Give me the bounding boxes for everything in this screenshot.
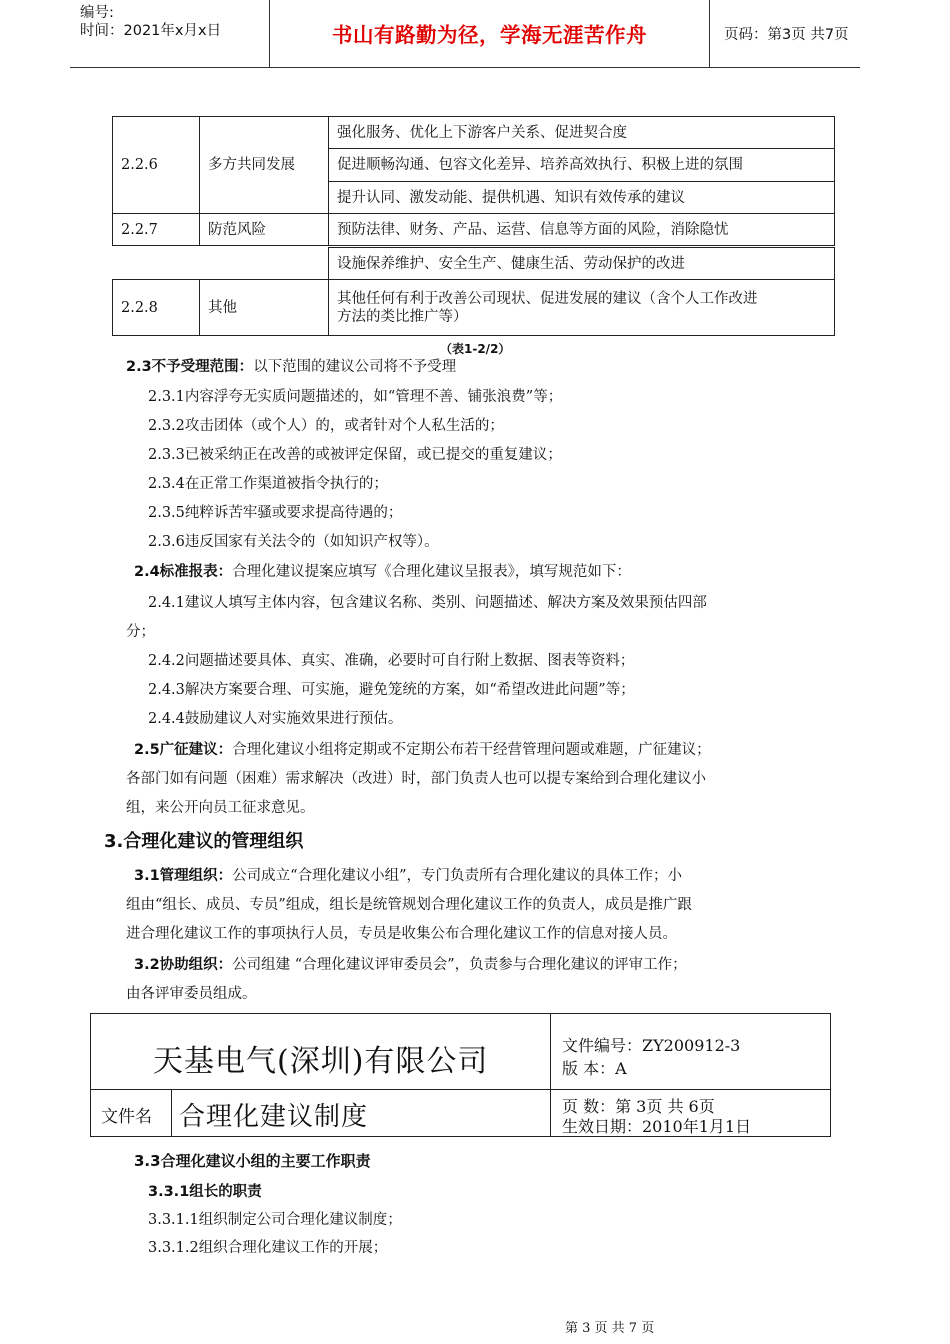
list-item: 分；: [126, 624, 155, 640]
list-item: 2.3.5纯粹诉苦牢骚或要求提高待遇的；: [148, 505, 403, 521]
list-item: 2.3.6违反国家有关法令的（如知识产权等）。: [148, 534, 439, 550]
table-cell-line: 其他任何有利于改善公司现状、促进发展的建议（含个人工作改进: [337, 290, 758, 307]
company-name: 天基电气(深圳)有限公司: [153, 1044, 489, 1079]
list-item: 2.3.4在正常工作渠道被指令执行的；: [148, 476, 388, 492]
file-name: 合理化建议制度: [179, 1102, 369, 1132]
list-item: 2.4.3解决方案要合理、可实施，避免笼统的方案，如“希望改进此问题”等；: [148, 682, 635, 698]
list-item: 2.4.1建议人填写主体内容，包含建议名称、类别、问题描述、解决方案及效果预估四部: [148, 595, 707, 611]
list-item: 2.4.4鼓励建议人对实施效果进行预估。: [148, 711, 403, 727]
table-caption: （表1-2/2）: [440, 342, 511, 356]
section-3-title: 3.合理化建议的管理组织: [104, 831, 304, 852]
section-text: 合理化建议小组将定期或不定期公布若干经营管理问题或难题，广征建议；: [232, 742, 711, 758]
section-title: 2.3不予受理范围：: [126, 359, 254, 375]
section-text: 公司成立“合理化建议小组”，专门负责所有合理化建议的具体工作；小: [232, 868, 683, 884]
table-cell-code: 2.2.7: [112, 213, 200, 246]
doc-effective-date: 生效日期：2010年1月1日: [562, 1117, 752, 1136]
file-name-label: 文件名: [101, 1107, 152, 1127]
paragraph-line: 各部门如有问题（困难）需求解决（改进）时，部门负责人也可以提专案给到合理化建议小: [126, 771, 706, 787]
header-number: 编号:: [80, 5, 114, 21]
section-3-3-1-title: 3.3.1组长的职责: [148, 1184, 262, 1200]
section-2-3-heading: [126, 357, 456, 377]
suggestion-category-table: [112, 116, 835, 336]
table-cell-item: [328, 279, 835, 336]
doc-pages: 页 数：第 3页 共 6页: [562, 1097, 715, 1116]
header-time: 时间：2021年x月x日: [80, 23, 222, 39]
doc-version: 版 本：A: [562, 1059, 627, 1078]
list-item: 2.3.1内容浮夸无实质问题描述的，如“管理不善、铺张浪费”等；: [148, 389, 563, 405]
section-title: 2.4标准报表：: [134, 564, 233, 580]
section-text: 合理化建议提案应填写《合理化建议呈报表》，填写规范如下：: [232, 564, 631, 580]
list-item: 3.3.1.2组织合理化建议工作的开展；: [148, 1240, 388, 1256]
paragraph-line: 组，来公开向员工征求意见。: [126, 800, 315, 816]
page-footer: 第 3 页 共 7 页: [565, 1321, 655, 1336]
table-cell-item: 提升认同、激发动能、提供机遇、知识有效传承的建议: [328, 181, 835, 214]
section-3-2-heading: [134, 955, 687, 975]
section-3-3-title: 3.3合理化建议小组的主要工作职责: [134, 1152, 371, 1170]
section-2-4-heading: [134, 562, 631, 582]
table-cell-item: 促进顺畅沟通、包容文化差异、培养高效执行、积极上进的氛围: [328, 148, 835, 182]
section-text: 公司组建 “合理化建议评审委员会”，负责参与合理化建议的评审工作；: [232, 957, 687, 973]
page-header: [70, 0, 860, 68]
company-header-box: [90, 1013, 831, 1137]
header-meta: [70, 0, 270, 68]
header-motto: 书山有路勤为径，学海无涯苦作舟: [270, 0, 710, 68]
table-cell-item: 预防法律、财务、产品、运营、信息等方面的风险，消除隐忧: [328, 213, 835, 246]
section-title: 2.5广征建议：: [134, 742, 233, 758]
table-cell-item: 设施保养维护、安全生产、健康生活、劳动保护的改进: [328, 247, 835, 280]
table-cell-line: 方法的类比推广等）: [337, 308, 468, 325]
section-title: 3.1管理组织：: [134, 868, 233, 884]
table-cell-code: 2.2.8: [112, 279, 200, 336]
table-cell-name: 防范风险: [199, 213, 329, 246]
paragraph-line: 由各评审委员组成。: [126, 986, 257, 1002]
paragraph-line: 进合理化建议工作的事项执行人员，专员是收集公布合理化建议工作的信息对接人员。: [126, 926, 677, 942]
paragraph-line: 组由“组长、成员、专员”组成，组长是统管规划合理化建议工作的负责人，成员是推广跟: [126, 897, 692, 913]
list-item: 2.3.2攻击团体（或个人）的，或者针对个人私生活的；: [148, 418, 504, 434]
section-3-1-heading: [134, 866, 682, 886]
list-item: 2.4.2问题描述要具体、真实、准确，必要时可自行附上数据、图表等资料；: [148, 653, 635, 669]
list-item: 3.3.1.1组织制定公司合理化建议制度；: [148, 1212, 402, 1228]
table-cell-name: 其他: [199, 279, 329, 336]
doc-number: 文件编号：ZY200912-3: [562, 1036, 741, 1055]
section-2-5-heading: [134, 740, 711, 760]
section-title: 3.2协助组织：: [134, 957, 233, 973]
table-cell-item: 强化服务、优化上下游客户关系、促进契合度: [328, 116, 835, 149]
list-item: 2.3.3已被采纳正在改善的或被评定保留，或已提交的重复建议；: [148, 447, 562, 463]
table-cell-name: 多方共同发展: [199, 116, 329, 214]
section-text: 以下范围的建议公司将不予受理: [253, 359, 457, 375]
header-page-number: 页码：第3页 共7页: [724, 27, 849, 43]
table-cell-code: 2.2.6: [112, 116, 200, 214]
